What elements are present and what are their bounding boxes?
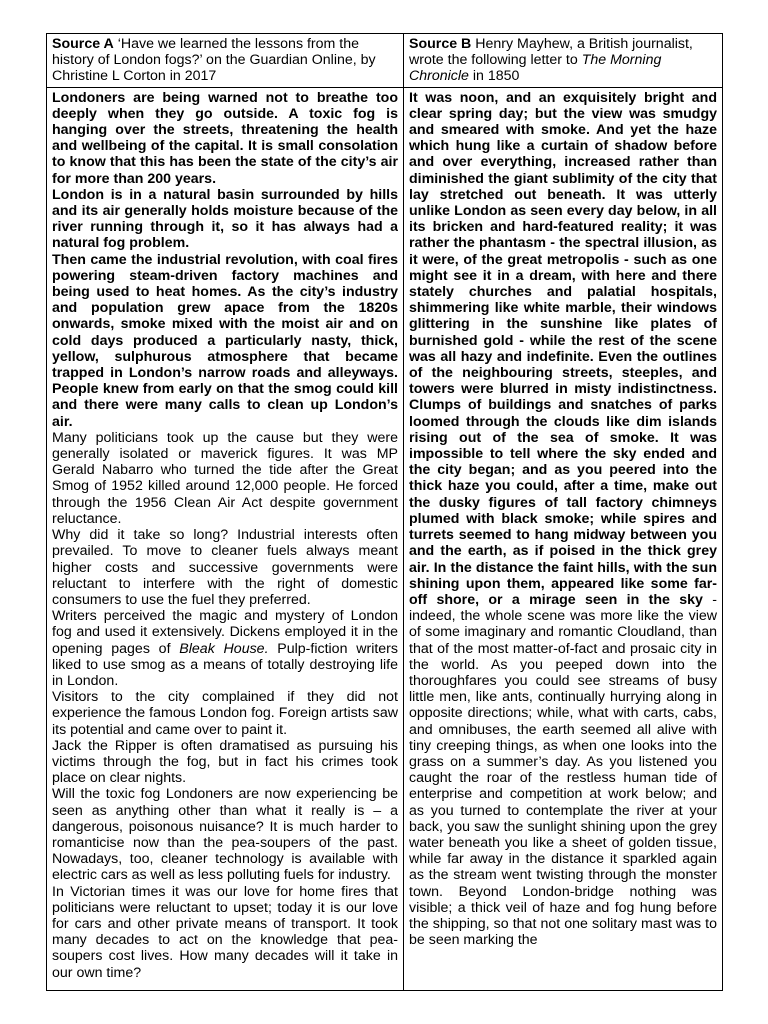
source-b-bold-text: It was noon, and an exquisitely bright and clear spring day; but the view was smudgy and smeared with smoke. And yet the haze which hung like a curtain of shadow before and over everything, increased rather than diminished the giant sublimity of the city that lay stretched out beneath. It was utterly unlike London as seen every day below, in all its bricken and hard-featured reality; it was rather the phantasm - the spectral illusion, as it were, of the great metropolis - such as one might see it in a dream, with here and there stately churches and palatial hospitals, shimmering like white marble, their windows glittering in the sunshine like plates of burnished gold - while the rest of the scene was all hazy and indefinite. Even the outlines of the neighbouring streets, steeples, and towers were blurred in misty indistinctness. Clumps of buildings and snatches of parks loomed through the clouds like dim islands rising out of the sea of smoke. It was impossible to tell where the sky ended and the city began; and as you peered into the thick haze you could, after a time, make out the dusky figures of tall factory chimneys plumed with black smoke; while spires and turrets seemed to hang midway between you and the earth, as if poised in the thick grey air. In the distance the faint hills, with the sun shining upon them, appeared like some far-off shore, or a mirage seen in the sky — [409, 89, 717, 608]
document-page — [46, 33, 722, 989]
source-a-header-text: Have we learned the lessons from the history of London fogs?’ on the Guardian Online, by Christine L Corton in 2017 — [52, 36, 376, 85]
source-a-p6-before: Writers perceived the magic and mystery of London fog and used it extensively. Dickens employed it in the opening pages of — [52, 608, 398, 657]
sources-table — [46, 33, 723, 991]
source-b-paragraph — [409, 90, 717, 949]
source-a-label: Source A — [52, 36, 114, 52]
source-a-paragraph: In Victorian times it was our love for home fires that politicians were reluctant to upset; today it is our love for cars and other private means of transport. It took many decades to act on the knowledge that pea-soupers cost lives. How many decades will it take in our own time? — [52, 883, 398, 981]
source-a-paragraph: London is in a natural basin surrounded by hills and its air generally holds moisture because of the river running through it, so it has always had a natural fog problem. — [52, 186, 398, 252]
source-a-quote-open: ‘ — [113, 36, 121, 52]
source-a-paragraph: Many politicians took up the cause but they were generally isolated or maverick figures. It was MP Gerald Nabarro who turned the tide after the Great Smog of 1952 killed around 12,000 people. He forced through the 1956 Clean Air Act despite government reluctance. — [52, 429, 398, 527]
source-b-text — [404, 87, 723, 990]
source-a-paragraph: Then came the industrial revolution, with coal fires powering steam-driven factory machines and being used to heat homes. As the city’s industry and population grew apace from the 1820s onwards, smoke mixed with the moist air and on cold days produced a particularly nasty, thick, yellow, sulphurous atmosphere that became trapped in London’s narrow roads and alleyways. People knew from early on that the smog could kill and there were many calls to clean up London’s air. — [52, 251, 398, 430]
source-b-header-text-before: Henry Mayhew, a British journalist, wrote the following letter to — [409, 36, 693, 69]
source-b-header-text-after: in 1850 — [468, 68, 520, 85]
source-a-paragraph: Londoners are being warned not to breathe too deeply when they go outside. A toxic fog is hanging over the streets, threatening the health and wellbeing of the capital. It is small consolation to know that this has been the state of the city’s air for more than 200 years. — [52, 89, 398, 187]
source-a-p6-after: Pulp-fiction writers liked to use smog as a means of totally destroying life in London. — [52, 640, 398, 689]
source-a-paragraph: Visitors to the city complained if they did not experience the famous London fog. Foreign artists saw its potential and came over to paint it. — [52, 689, 398, 738]
source-a-paragraph — [52, 608, 398, 689]
source-a-paragraph: Why did it take so long? Industrial interests often prevailed. To move to cleaner fuels always meant higher costs and successive governments were reluctant to interfere with the right of domestic consumers to use the fuel they preferred. — [52, 527, 398, 608]
source-b-label: Source B — [409, 36, 472, 52]
header-row — [47, 34, 723, 88]
source-a-paragraph: Jack the Ripper is often dramatised as pursuing his victims through the fog, but in fact his crimes took place on clear nights. — [52, 737, 398, 787]
bleak-house-title: Bleak House. — [179, 640, 269, 657]
source-a-header — [47, 34, 404, 88]
source-b-header — [404, 34, 723, 88]
body-row — [47, 87, 723, 990]
source-b-normal-text: - indeed, the whole scene was more like the view of some imaginary and romantic Cloudland, than that of the most matter-of-fact and prosaic city in the world. As you peeped down into the thoroughfares you could see streams of busy little men, like ants, continually hurrying along in opposite directions; while, what with carts, cabs, and omnibuses, the earth seemed all alive with tiny creeping things, as when one looks into the grass on a summer’s day. As you listened you caught the roar of the restless human tide of enterprise and competition at work below; and as you turned to contemplate the river at your back, you saw the sunlight shining upon the grey water beneath you like a sheet of golden tissue, while far away in the distance it sparkled again as the stream went twisting through the monster town. Beyond London-bridge nothing was visible; a thick veil of haze and fog hung before the shipping, so that not one solitary mast was to be seen marking the — [409, 591, 717, 949]
source-a-paragraph: Will the toxic fog Londoners are now experiencing be seen as anything other than what it really is – a dangerous, poisonous nuisance? It is much harder to romanticise now than the pea-soupers of the past. Nowadays, too, cleaner technology is available with electric cars as well as less polluting fuels for industry. — [52, 786, 398, 884]
source-b-header-italic: The Morning Chronicle — [409, 52, 662, 85]
source-a-text — [47, 87, 404, 990]
